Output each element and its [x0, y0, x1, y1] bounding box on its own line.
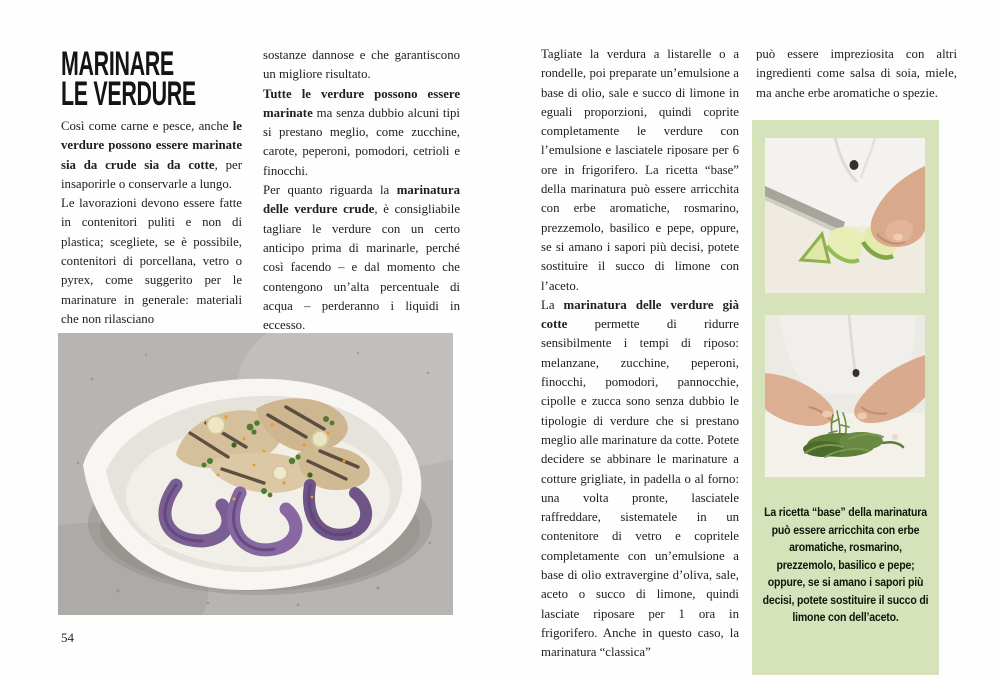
- paragraph: sostanze dannose e che garantiscono un migliore risultato.: [263, 48, 460, 82]
- paragraph: può essere impreziosita con altri ingredienti come salsa di soia, miele, ma anche erbe aromatiche o spezie.: [756, 47, 957, 100]
- dill-photo: [765, 315, 925, 477]
- lime-cutting-photo: [765, 138, 925, 293]
- title-line-1: MARINARE: [61, 45, 174, 83]
- right-column-1: [541, 45, 739, 663]
- paragraph: [263, 85, 460, 181]
- fingernail: [857, 413, 867, 420]
- paragraph: Tagliate la verdura a listarelle o a rondelle, poi preparate un’emulsione a base di olio, sale e succo di limone in eguali proporzioni, quindi coprite completamente le verdure con l’emulsione e lasciatele riposare per 6 ore in frigorifero. La ricetta “base” della marinatura può essere arricchita con erbe aromatiche, rosmarino, prezzemolo, basilico e pepe, oppure, se si amano i sapori più decisi, potete sostituire il succo di limone con l’aceto.: [541, 47, 739, 293]
- title-line-2: LE VERDURE: [61, 75, 196, 113]
- sidebar-caption: La ricetta “base” della marinatura può essere arricchita con erbe aromatiche, rosmarino, prezzemolo, basilico e pepe; oppure, se si amano i sapori più decisi, potete sostituire il succo di limone con dell’aceto.: [762, 505, 929, 624]
- fingernail: [893, 234, 903, 241]
- garlic-bit: [892, 434, 898, 440]
- main-dish-photo: [58, 333, 453, 615]
- text-run: , è consigliabile tagliare le verdure con un certo anticipo prima di marinarle, perché così facendo – e dal momento che contengono un’alta percentuale di acqua – perderanno i liquidi in eccesso.: [263, 202, 460, 333]
- paragraph: Le lavorazioni devono essere fatte in contenitori puliti e non di plastica; scegliete, se è possibile, contenitori di porcellana, vetro o pyrex, come suggerito per le marinature in generale: materiali che non rilasciano: [61, 196, 242, 326]
- page-number: 54: [61, 630, 74, 645]
- left-column-1: [61, 117, 242, 329]
- text-run-bold: marinatura delle verdure crude: [263, 183, 460, 217]
- text-run: permette di ridurre sensibilmente i tempi di riposo: melanzane, zucchine, peperoni, finocchi, pomodori, pannocchie, cipolle e zucca sono senza dubbio le tipologie di verdure che si prestano meglio alle marinature da cotte. Potete decidere se abbinare le marinature a cotture grigliate, in padella o al forno: una volta pronte, lasciatele raffreddare, sistematele in un contenitore di vetro e copritele completamente con un’emulsione a base di olio extravergine d’oliva, sale, aceto o succo di limone, quindi lasciate riposare per 1 ora in frigorifero. Anche in questo caso, la marinatura “classica”: [541, 317, 739, 660]
- text-run-bold: Tutte le verdure possono essere marinate: [263, 86, 460, 120]
- text-run: Così come carne e pesce, anche: [61, 119, 233, 133]
- text-run: , per insaporirle o conservarle a lungo.: [61, 157, 242, 191]
- text-run: Per quanto riguarda la: [263, 183, 397, 198]
- text-run-bold: marinatura delle verdure già cotte: [541, 297, 739, 332]
- jacket-button: [850, 160, 859, 170]
- jacket-button: [853, 369, 860, 377]
- text-run-bold: le verdure possono essere marinate sia da crude sia da cotte: [61, 119, 242, 172]
- paragraph: [541, 296, 739, 663]
- left-column-2: [263, 46, 460, 335]
- green-sidebar: [752, 120, 939, 675]
- text-run: ma senza dubbio alcuni tipi si prestano meglio, come zucchine, carote, peperoni, pomodori, cetrioli e finocchi.: [263, 105, 460, 178]
- text-run: La: [541, 297, 564, 312]
- page-title: [61, 45, 196, 113]
- paragraph: [61, 117, 242, 194]
- paragraph: [263, 181, 460, 335]
- right-column-2: [756, 45, 957, 103]
- fingernail: [822, 411, 832, 418]
